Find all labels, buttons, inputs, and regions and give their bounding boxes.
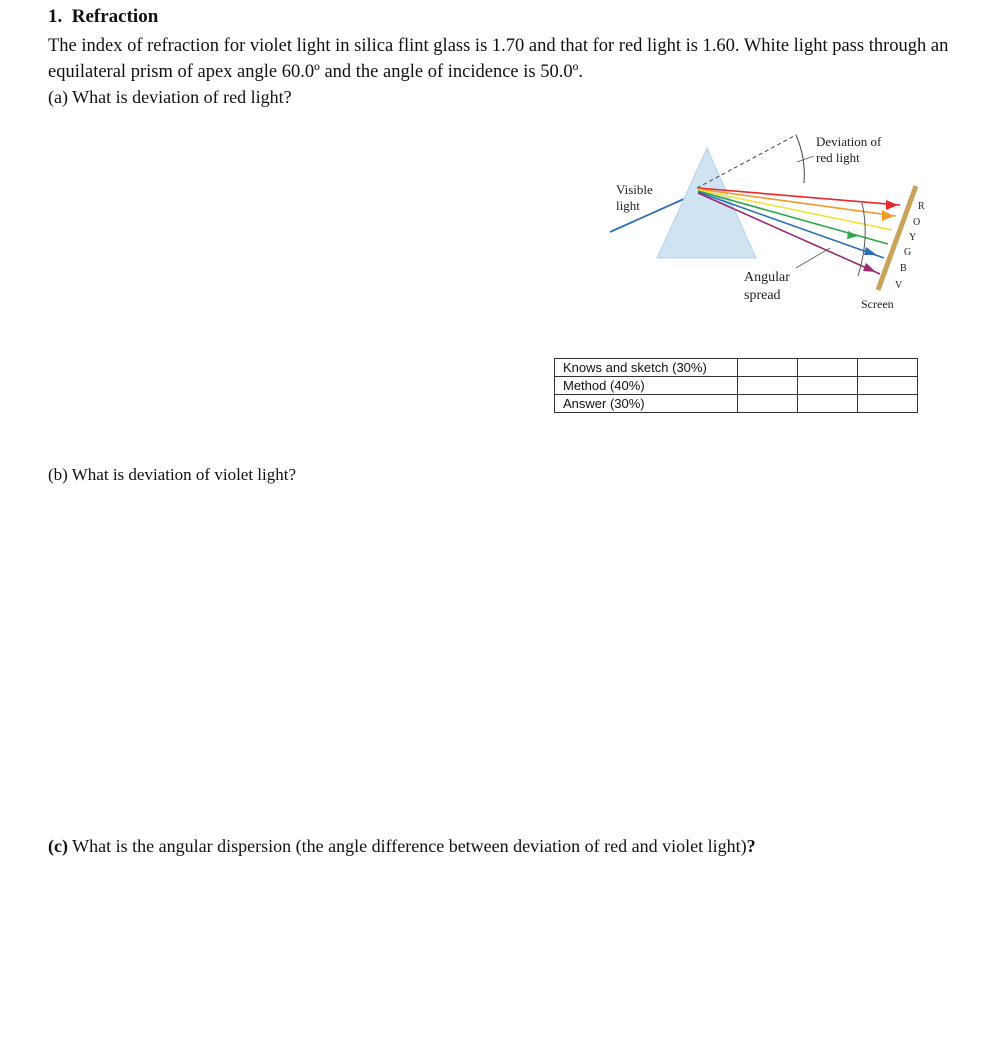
rubric-row — [555, 377, 918, 395]
question-title — [48, 6, 158, 28]
deviation-leader — [797, 156, 814, 162]
angular-spread-leader — [796, 248, 830, 268]
part-c-text: the angle difference between deviation of red and violet light) — [301, 836, 747, 856]
rubric-score-cell[interactable] — [738, 359, 798, 377]
part-b-prompt: (b) What is deviation of violet light? — [48, 465, 297, 484]
screen-label: Screen — [861, 297, 894, 311]
angular-spread-label-line2: spread — [744, 288, 781, 303]
part-c-text-start: What is the angular dispersion ( — [67, 836, 302, 856]
rubric-score-cell[interactable] — [858, 395, 918, 413]
visible-light-label-line1: Visible — [616, 182, 653, 197]
ray-red-arrowhead — [886, 200, 898, 210]
spectrum-label-o: O — [913, 217, 921, 228]
rubric-score-cell[interactable] — [858, 377, 918, 395]
rubric-score-cell[interactable] — [858, 359, 918, 377]
ray-blue-arrowhead — [864, 247, 877, 255]
rubric-label-knows: Knows and sketch (30%) — [555, 359, 738, 377]
deviation-label-line1: Deviation of — [816, 134, 882, 149]
rubric-score-cell[interactable] — [798, 377, 858, 395]
grading-rubric-table — [554, 358, 918, 413]
rubric-score-cell[interactable] — [798, 359, 858, 377]
rubric-score-cell[interactable] — [738, 395, 798, 413]
spectrum-label-r: R — [918, 201, 925, 212]
angular-spread-label-line1: Angular — [744, 270, 790, 285]
rubric-label-answer: Answer (30%) — [555, 395, 738, 413]
rubric-label-method: Method (40%) — [555, 377, 738, 395]
part-c-end: ? — [746, 836, 756, 856]
visible-light-label-line2: light — [616, 198, 640, 213]
part-a-prompt: (a) What is deviation of red light? — [48, 87, 292, 107]
spectrum-label-b: B — [900, 263, 907, 274]
question-title-text: Refraction — [71, 6, 159, 27]
question-number: 1. — [48, 6, 63, 27]
ray-violet-arrowhead — [863, 263, 876, 272]
spectrum-label-g: G — [904, 247, 912, 258]
ray-orange-arrowhead — [882, 210, 894, 221]
question-body: The index of refraction for violet light in silica flint glass is 1.70 and that for red light is 1.60. White light pass through an equilateral prism of apex angle 60.0º and the angle of incidence is 50.0º. — [48, 36, 949, 82]
rubric-row — [555, 359, 918, 377]
rubric-score-cell[interactable] — [738, 377, 798, 395]
rubric-row — [555, 395, 918, 413]
part-c-label: (c) — [48, 836, 68, 856]
prism-dispersion-figure — [600, 128, 930, 318]
spectrum-label-v: V — [895, 280, 903, 291]
deviation-arc — [796, 135, 804, 183]
rubric-score-cell[interactable] — [798, 395, 858, 413]
part-c-prompt — [48, 836, 756, 857]
deviation-label-line2: red light — [816, 150, 860, 165]
spectrum-label-y: Y — [909, 232, 917, 243]
